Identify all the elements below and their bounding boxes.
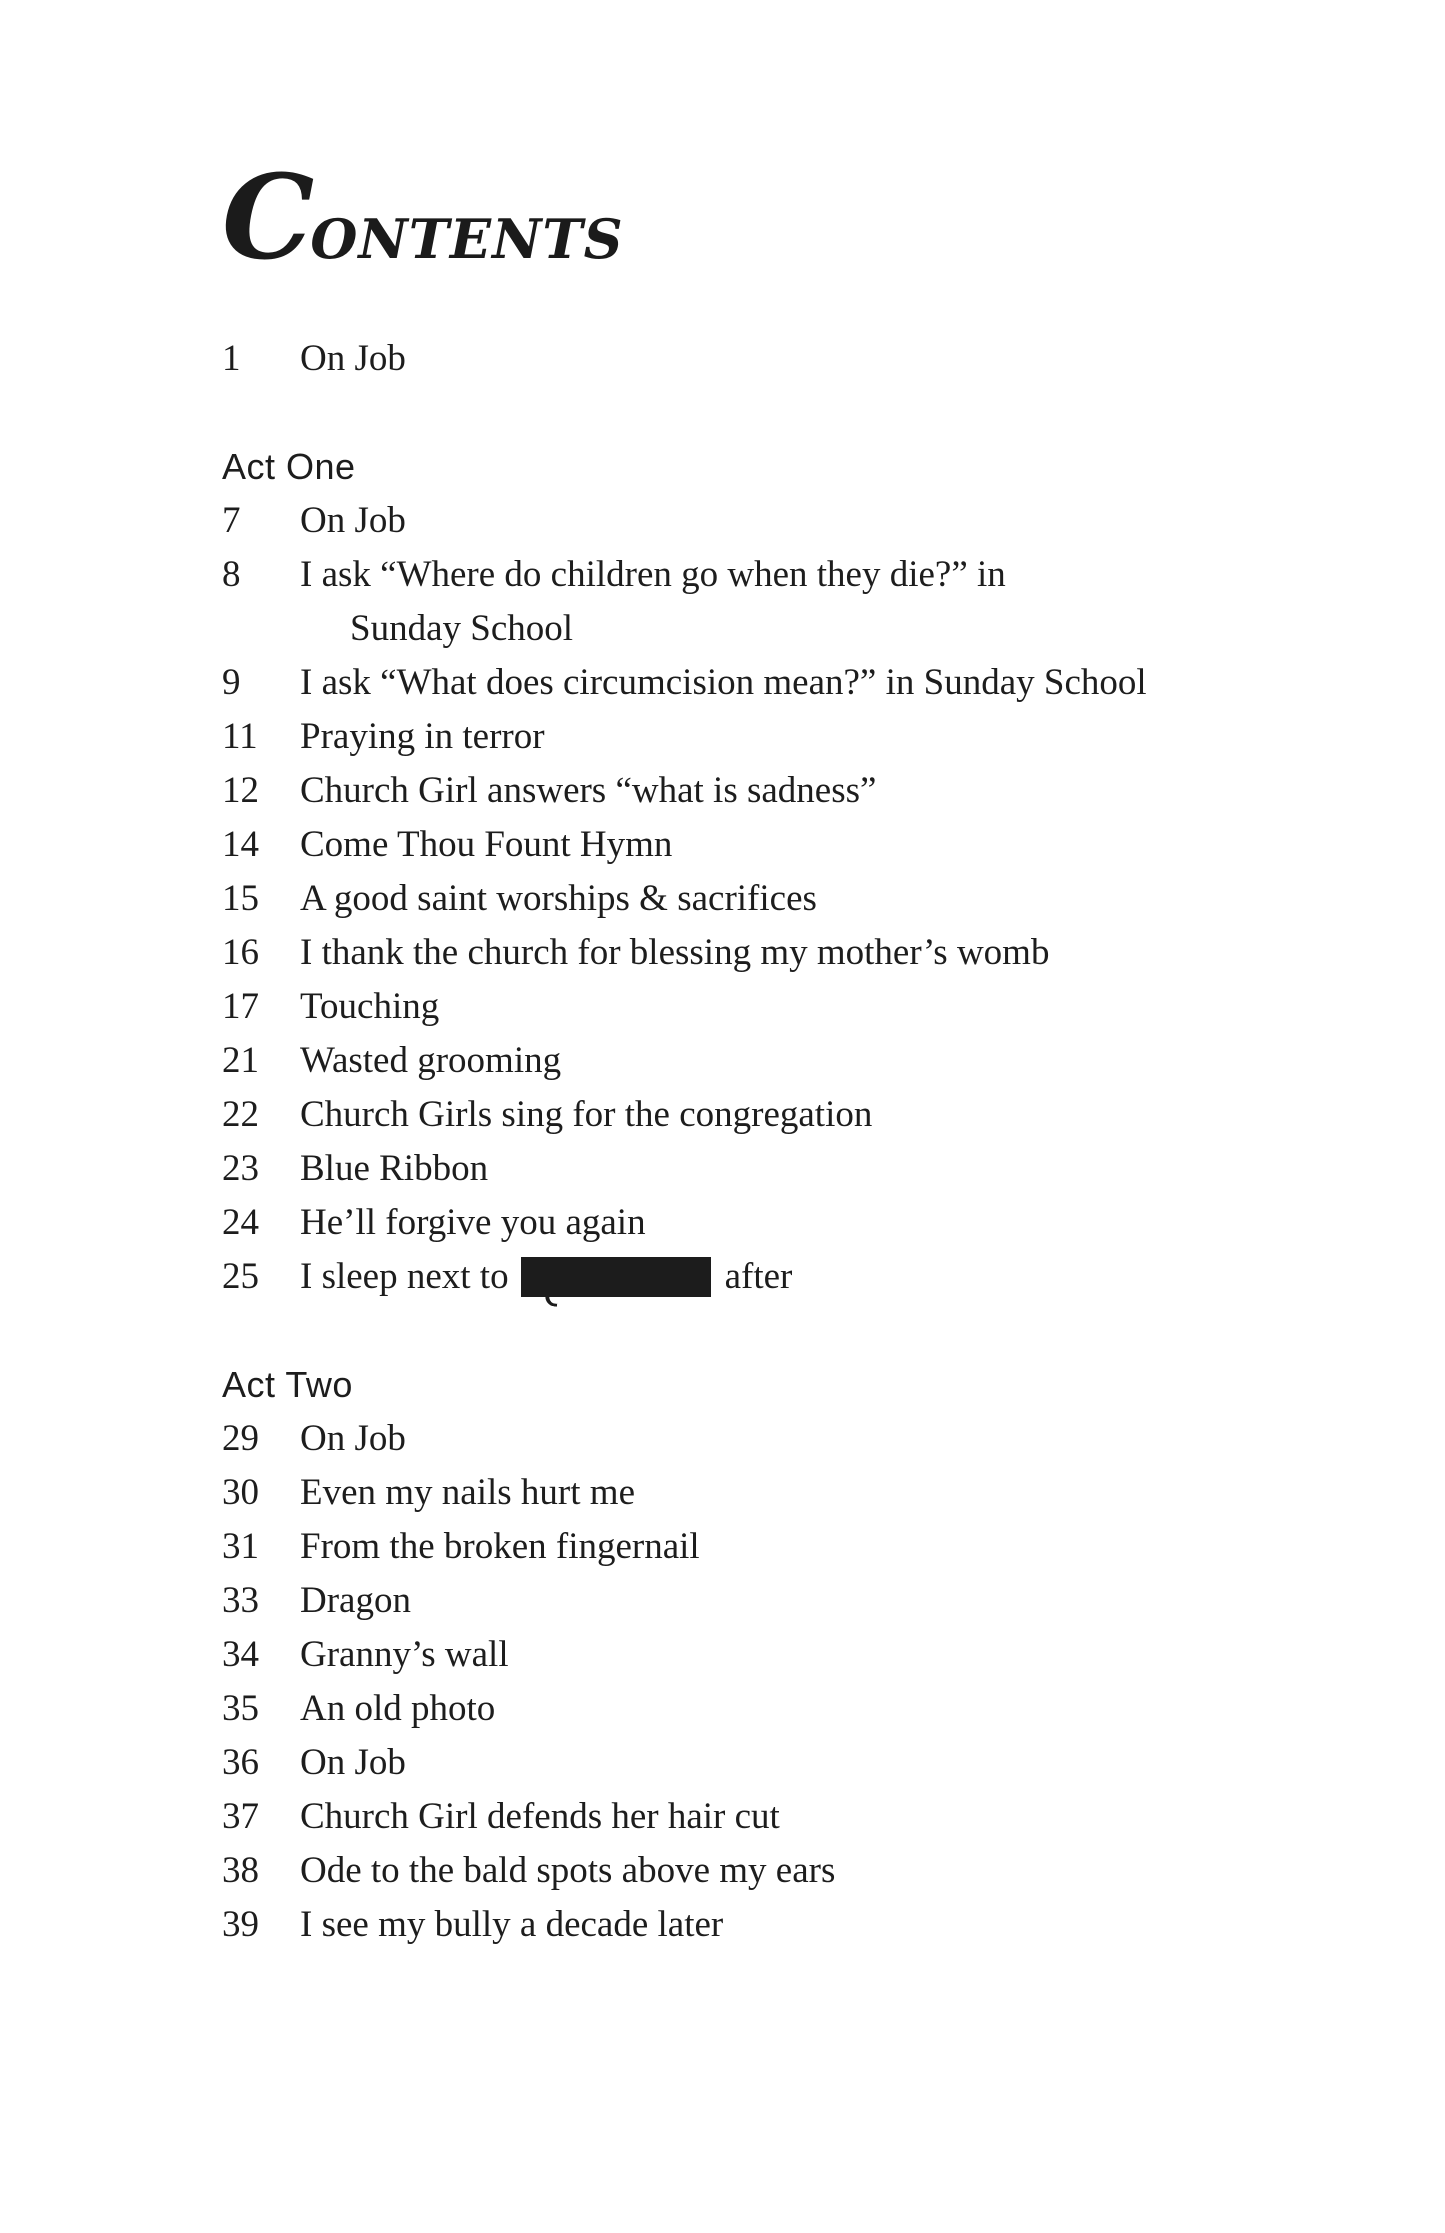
- section-heading: Act One: [222, 446, 356, 487]
- entry-title: Touching: [300, 986, 440, 1027]
- page-number: 7: [222, 500, 241, 541]
- entry-title: Even my nails hurt me: [300, 1472, 635, 1513]
- toc-entry: [222, 1628, 1385, 1682]
- entry-title: Dragon: [300, 1580, 411, 1621]
- section-heading: Act Two: [222, 1364, 353, 1405]
- entry-title: A good saint worships & sacrifices: [300, 878, 817, 919]
- entry-title: Church Girl answers “what is sadness”: [300, 770, 877, 811]
- entry-title: On Job: [300, 1742, 406, 1783]
- toc-entry: [222, 764, 1385, 818]
- entry-title: Wasted grooming: [300, 1040, 562, 1081]
- section-act-two: [222, 1358, 1385, 1952]
- toc-entry: [222, 1034, 1385, 1088]
- toc-entry: [222, 1412, 1385, 1466]
- entry-title: Blue Ribbon: [300, 1148, 489, 1189]
- entry-title: Come Thou Fount Hymn: [300, 824, 673, 865]
- table-of-contents: [222, 332, 1385, 1952]
- entry-title-before-redaction: I sleep next to: [300, 1256, 509, 1297]
- page-number: 17: [222, 986, 259, 1027]
- section-act-one: [222, 440, 1385, 1304]
- page-number: 8: [222, 554, 241, 595]
- redaction-box: [521, 1257, 711, 1297]
- page-number: 22: [222, 1094, 259, 1135]
- toc-entry: [222, 1250, 1385, 1304]
- toc-entry: [222, 1736, 1385, 1790]
- toc-entry: [222, 1466, 1385, 1520]
- entry-title: On Job: [300, 1418, 406, 1459]
- entry-title: He’ll forgive you again: [300, 1202, 646, 1243]
- page-number: 16: [222, 932, 259, 973]
- page-number: 24: [222, 1202, 259, 1243]
- toc-entry: [222, 1790, 1385, 1844]
- entry-title: [300, 548, 1385, 656]
- page-number: 11: [222, 716, 258, 757]
- entry-title-line2: Sunday School: [350, 608, 574, 649]
- toc-entry: [222, 494, 1385, 548]
- page-number: 23: [222, 1148, 259, 1189]
- toc-entry: [222, 1844, 1385, 1898]
- page-number: 12: [222, 770, 259, 811]
- page-title-rest: ONTENTS: [310, 207, 624, 271]
- toc-entry: [222, 548, 1385, 656]
- toc-entry: [222, 872, 1385, 926]
- page-number: 34: [222, 1634, 259, 1675]
- page-number: 15: [222, 878, 259, 919]
- page-number: 30: [222, 1472, 259, 1513]
- toc-entry: [222, 1142, 1385, 1196]
- entry-title-after-redaction: after: [724, 1256, 793, 1297]
- page-number: 9: [222, 662, 241, 703]
- entry-title: [300, 1250, 1385, 1304]
- page-number: 35: [222, 1688, 259, 1729]
- page-number: 33: [222, 1580, 259, 1621]
- page-number: 38: [222, 1850, 259, 1891]
- entry-title: Ode to the bald spots above my ears: [300, 1850, 836, 1891]
- entry-title: On Job: [300, 500, 406, 541]
- entry-title: I thank the church for blessing my mother’s womb: [300, 932, 1050, 973]
- page-number: 39: [222, 1904, 259, 1945]
- toc-entry: [222, 1682, 1385, 1736]
- entry-title: Granny’s wall: [300, 1634, 509, 1675]
- toc-entry: [222, 818, 1385, 872]
- toc-entry: [222, 926, 1385, 980]
- entry-title: Church Girl defends her hair cut: [300, 1796, 780, 1837]
- page-number: 21: [222, 1040, 259, 1081]
- page-title-initial: C: [222, 150, 315, 286]
- entry-title: Church Girls sing for the congregation: [300, 1094, 873, 1135]
- page-number: 36: [222, 1742, 259, 1783]
- page-number: 37: [222, 1796, 259, 1837]
- page-title: [222, 150, 1385, 286]
- toc-entry: [222, 1574, 1385, 1628]
- toc-entry: [222, 656, 1385, 710]
- page-number: 1: [222, 338, 241, 379]
- toc-entry: [222, 1196, 1385, 1250]
- entry-title-line1: I ask “Where do children go when they die?” in: [300, 554, 1006, 595]
- page-number: 29: [222, 1418, 259, 1459]
- page-number: 14: [222, 824, 259, 865]
- entry-title: An old photo: [300, 1688, 496, 1729]
- page-number: 31: [222, 1526, 259, 1567]
- entry-title: On Job: [300, 338, 406, 379]
- page-number: 25: [222, 1256, 259, 1297]
- toc-entry: [222, 1898, 1385, 1952]
- toc-entry: [222, 1088, 1385, 1142]
- toc-entry: [222, 332, 1385, 386]
- entry-title: Praying in terror: [300, 716, 545, 757]
- toc-entry: [222, 710, 1385, 764]
- toc-entry: [222, 1520, 1385, 1574]
- entry-title: From the broken fingernail: [300, 1526, 700, 1567]
- toc-entry: [222, 980, 1385, 1034]
- entry-title: I ask “What does circumcision mean?” in Sunday School: [300, 662, 1147, 703]
- entry-title: I see my bully a decade later: [300, 1904, 724, 1945]
